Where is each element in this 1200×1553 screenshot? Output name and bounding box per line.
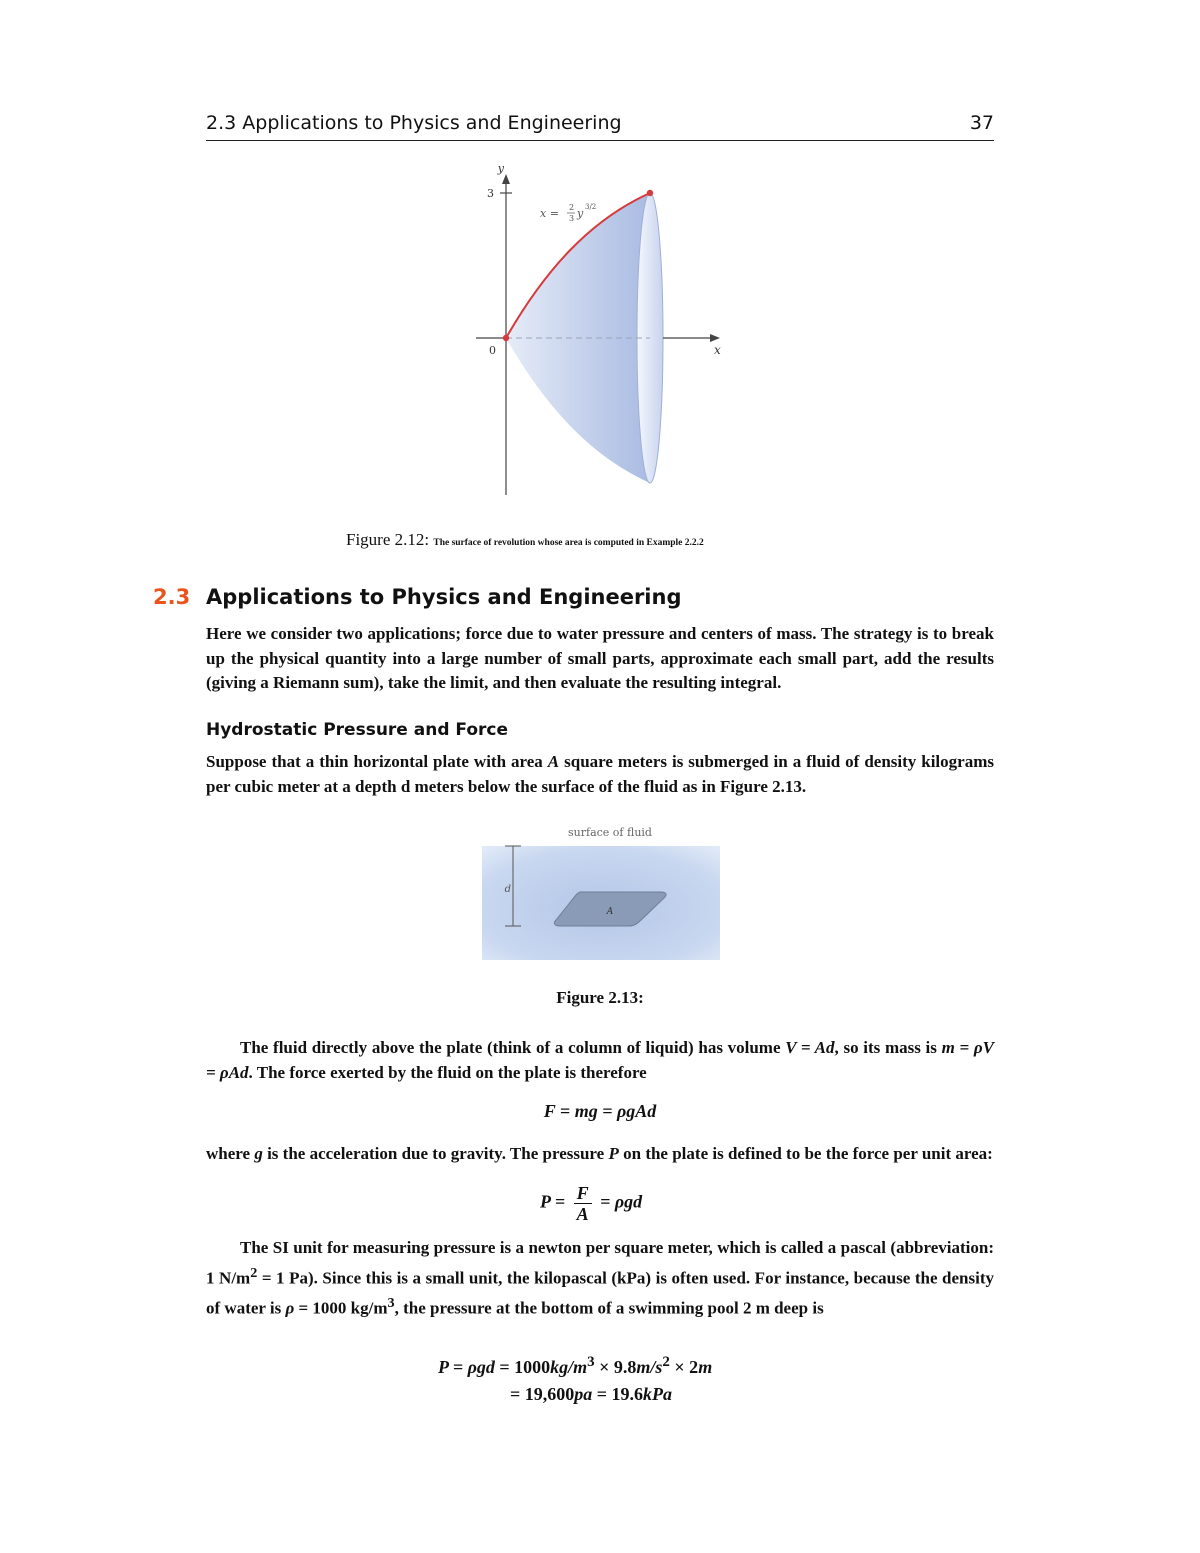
force-equation: F = mg = ρgAd bbox=[543, 1101, 657, 1121]
eq3-d: × 9.8 bbox=[594, 1357, 637, 1377]
surface-label: surface of fluid bbox=[568, 826, 652, 839]
intro-paragraph: Here we consider two applications; force due to water pressure and centers of mass. The strategy is to break up the physical quantity into a large number of small parts, approximate each small part, add the results (giving a Riemann sum), take the limit, and then evaluate the resulting integral. bbox=[206, 624, 994, 692]
p5-rho: ρ bbox=[285, 1298, 295, 1318]
p4-text-a: where bbox=[206, 1144, 255, 1163]
curve-label-den: 3 bbox=[569, 214, 575, 223]
eq4-c: = 19.6 bbox=[592, 1384, 644, 1404]
eq3-e: m/s bbox=[636, 1357, 663, 1377]
p4-text-b: is the acceleration due to gravity. The bbox=[262, 1144, 543, 1163]
pool-pressure-equation-line1 bbox=[438, 1354, 712, 1378]
figure-2-12 bbox=[470, 160, 730, 500]
p5-sup1: 2 bbox=[250, 1264, 258, 1281]
running-head bbox=[206, 112, 994, 141]
origin-label: 0 bbox=[489, 344, 496, 357]
y-axis-arrow bbox=[502, 174, 510, 184]
section-title: Applications to Physics and Engineering bbox=[206, 585, 682, 609]
pressure-equation bbox=[540, 1183, 642, 1224]
si-unit-paragraph bbox=[206, 1236, 994, 1321]
p3-text-c: . The force exerted by the fluid on the plate is therefore bbox=[248, 1062, 647, 1082]
eq2-fraction bbox=[574, 1183, 592, 1224]
eq2-den: A bbox=[576, 1204, 589, 1224]
p3-text-a: The fluid directly above the plate (think of a column of liquid) has volume bbox=[240, 1038, 786, 1057]
running-head-title: 2.3 Applications to Physics and Engineering bbox=[206, 112, 622, 134]
eq4-d: kPa bbox=[643, 1384, 673, 1404]
depth-label: d bbox=[504, 884, 511, 895]
eq2-rhs: = ρgd bbox=[600, 1191, 643, 1212]
pool-pressure-equation-line2 bbox=[510, 1384, 672, 1405]
eq3-b: = 1000 bbox=[494, 1357, 551, 1377]
p4-P: P bbox=[604, 1144, 619, 1163]
eq3-a: P = ρgd bbox=[438, 1357, 495, 1377]
x-axis-label: x bbox=[714, 343, 721, 357]
hydrostatic-paragraph bbox=[206, 750, 994, 799]
p3-eq-volume: V = Ad bbox=[785, 1038, 835, 1057]
figure-2-13 bbox=[480, 822, 722, 962]
figure-2-12-caption bbox=[346, 530, 856, 550]
eq3-c: kg/m bbox=[550, 1357, 588, 1377]
page-number: 37 bbox=[969, 112, 994, 134]
x-axis-arrow bbox=[710, 334, 720, 342]
eq3-sup: 3 bbox=[587, 1354, 595, 1370]
p2-text-b: square meters is submerged in a fluid of density kilograms per cubic meter at a depth d meters below the surface of the fluid as in Figure 2.13. bbox=[206, 752, 994, 796]
subsection-heading: Hydrostatic Pressure and Force bbox=[206, 720, 509, 740]
eq3-f: × 2 bbox=[669, 1357, 699, 1377]
p2-var-a: A bbox=[547, 752, 560, 771]
curve-label-exp: 3/2 bbox=[585, 203, 597, 211]
p2-text-a: Suppose that a thin horizontal plate with area bbox=[206, 752, 548, 771]
curve-end-point bbox=[647, 190, 653, 196]
plate-label: A bbox=[606, 907, 614, 917]
p4-pressure-term: pressure bbox=[542, 1144, 605, 1163]
curve-label-num: 2 bbox=[569, 203, 575, 212]
p3-text-b: , so its mass is bbox=[834, 1038, 942, 1057]
eq4-b: pa bbox=[574, 1384, 593, 1404]
curve-start-point bbox=[503, 335, 509, 341]
eq4-a: = 19,600 bbox=[510, 1384, 575, 1404]
caption-label: Figure 2.12: bbox=[346, 530, 430, 549]
p5-text-c: = 1000 kg/m bbox=[294, 1298, 388, 1318]
eq3-g: m bbox=[698, 1357, 713, 1377]
p5-text-d: , the pressure at the bottom of a swimming pool 2 m deep is bbox=[394, 1298, 824, 1318]
tick-3-label: 3 bbox=[487, 187, 494, 200]
p5-sup2: 3 bbox=[387, 1294, 395, 1311]
curve-label-lhs: x = bbox=[540, 207, 559, 220]
section-number: 2.3 bbox=[153, 585, 191, 609]
eq2-num: F bbox=[574, 1183, 592, 1204]
p5-text-b: = 1 Pa). Since this is a small unit, the kilopascal (kPa) is often used. For instance, because the density of water is bbox=[206, 1268, 994, 1318]
p4-g: g bbox=[254, 1144, 263, 1163]
volume-paragraph bbox=[206, 1036, 994, 1085]
caption-text: The surface of revolution whose area is computed in Example 2.2.2 bbox=[433, 538, 704, 548]
pressure-paragraph bbox=[206, 1142, 994, 1167]
y-axis-label: y bbox=[497, 162, 504, 175]
eq2-lhs: P = bbox=[540, 1191, 566, 1212]
section-heading bbox=[153, 585, 681, 609]
p5-text-a: The SI unit for measuring pressure is a newton per square meter, which is called a pascal (abbreviation: 1 N/m bbox=[206, 1238, 994, 1288]
figure-2-13-caption: Figure 2.13: bbox=[556, 988, 644, 1007]
p4-text-c: on the plate is defined to be the force per unit area: bbox=[618, 1144, 993, 1163]
p3-eq-mass: m = ρV = ρAd bbox=[206, 1038, 994, 1082]
eq3-sup2: 2 bbox=[662, 1354, 670, 1370]
curve-label-base: y bbox=[577, 207, 584, 220]
